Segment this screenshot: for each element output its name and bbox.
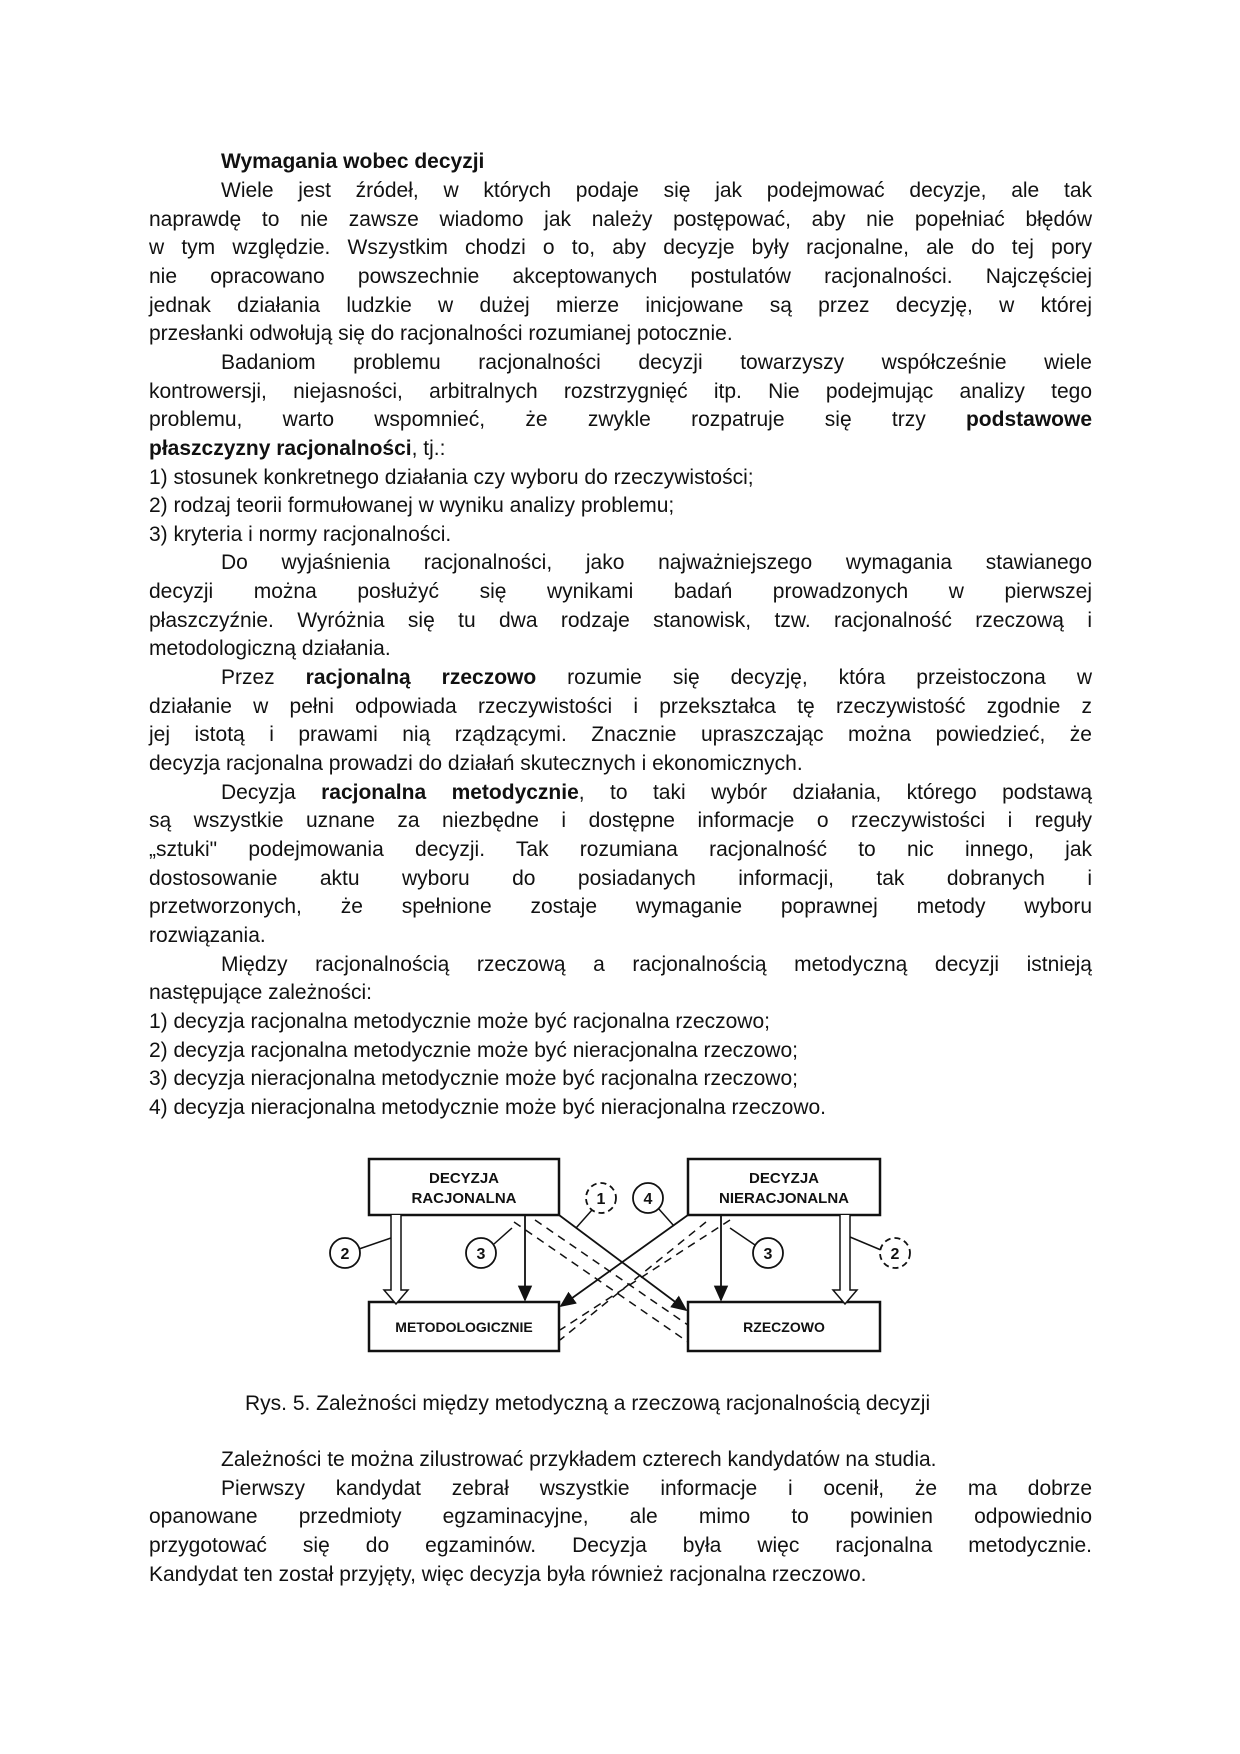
- text-segment: przygotować się do egzaminów. Decyzja była więc racjonalna metodycznie.: [149, 1533, 1092, 1557]
- text-segment: 1) stosunek konkretnego działania czy wyboru do rzeczywistości;: [149, 465, 754, 489]
- text-segment: Do wyjaśnienia racjonalności, jako najważniejszego wymagania stawianego: [221, 551, 1092, 575]
- text-segment: są wszystkie uznane za niezbędne i dostępne informacje o rzeczywistości i reguły: [149, 809, 1092, 833]
- text-line: [149, 1532, 1092, 1560]
- text-line: [149, 1561, 1092, 1589]
- dashed-diagonal-c: [560, 1222, 706, 1340]
- solid-diagonal-4: [561, 1215, 688, 1306]
- text-line: [221, 1446, 1092, 1474]
- marker-label: 2: [890, 1246, 900, 1263]
- marker-label: 4: [643, 1191, 653, 1208]
- box-label: RZECZOWO: [743, 1319, 825, 1335]
- marker-label: 2: [340, 1246, 350, 1263]
- bold-term: podstawowe: [965, 408, 1092, 432]
- text-segment: przesłanki odwołują się do racjonalności rozumianej potocznie.: [149, 322, 733, 346]
- text-segment: 3) decyzja nieracjonalna metodycznie może być racjonalna rzeczowo;: [149, 1067, 798, 1091]
- text-segment: nie opracowano powszechnie akceptowanych postulatów racjonalności. Najczęściej: [149, 264, 1092, 288]
- text-segment: Wiele jest źródeł, w których podaje się jak podejmować decyzje, ale tak: [221, 179, 1092, 202]
- text-segment: Przez: [221, 666, 306, 690]
- text-segment: , to taki wybór działania, którego podstawą: [578, 780, 1093, 804]
- text-segment: Decyzja: [221, 780, 322, 804]
- box-label: DECYZJA: [428, 1170, 500, 1187]
- text-segment: 3) kryteria i normy racjonalności.: [149, 522, 452, 546]
- text-line: [149, 1503, 1092, 1531]
- bold-term: racjonalna metodycznie: [321, 780, 579, 804]
- text-segment: następujące zależności:: [149, 981, 372, 1005]
- text-segment: decyzja racjonalna prowadzi do działań skutecznych i ekonomicznych.: [149, 752, 803, 775]
- hollow-arrow-left: [384, 1215, 408, 1304]
- section-title: Wymagania wobec decyzji: [221, 150, 485, 173]
- text-segment: 1) decyzja racjonalna metodycznie może być racjonalna rzeczowo;: [149, 1009, 770, 1033]
- marker-label: 3: [476, 1246, 486, 1263]
- text-segment: problemu, warto wspomnieć, że zwykle rozpatruje się trzy: [149, 408, 966, 432]
- text-line: [221, 1475, 1092, 1503]
- text-segment: Pierwszy kandydat zebrał wszystkie informacje i ocenił, że ma dobrze: [221, 1476, 1092, 1500]
- text-segment: w tym względzie. Wszystkim chodzi o to, aby decyzje były racjonalne, ale do tej pory: [149, 236, 1092, 260]
- text-segment: przetworzonych, że spełnione zostaje wymaganie poprawnej metody wyboru: [149, 895, 1092, 919]
- text-segment: jednak działania ludzkie w dużej mierze inicjowane są przez decyzję, w której: [149, 293, 1092, 317]
- text-segment: kontrowersji, niejasności, arbitralnych rozstrzygnięć itp. Nie podejmując analizy tego: [149, 379, 1092, 403]
- text-segment: 2) decyzja racjonalna metodycznie może być nieracjonalna rzeczowo;: [149, 1038, 798, 1062]
- text-segment: „sztuki" podejmowania decyzji. Tak rozumiana racjonalność to nic innego, jak: [149, 837, 1092, 861]
- text-segment: 2) rodzaj teorii formułowanej w wyniku analizy problemu;: [149, 494, 675, 518]
- box-label: METODOLOGICZNIE: [395, 1319, 533, 1335]
- text-segment: płaszczyźnie. Wyróżnia się tu dwa rodzaje stanowisk, tzw. racjonalność rzeczową i: [149, 608, 1092, 632]
- text-segment: Między racjonalnością rzeczową a racjonalnością metodyczną decyzji istnieją: [221, 952, 1092, 976]
- text-segment: rozumie się decyzję, która przeistoczona w: [536, 666, 1092, 690]
- text-segment: , tj.:: [411, 436, 446, 460]
- text-segment: dostosowanie aktu wyboru do posiadanych informacji, tak dobranych i: [149, 866, 1092, 890]
- text-segment: naprawdę to nie zawsze wiadomo jak należy postępować, aby nie popełniać błędów: [149, 207, 1092, 231]
- marker-label: 1: [596, 1191, 606, 1208]
- box-label: DECYZJA: [748, 1170, 820, 1187]
- text-segment: 4) decyzja nieracjonalna metodycznie może być nieracjonalna rzeczowo.: [149, 1095, 827, 1119]
- figure-caption: Rys. 5. Zależności między metodyczną a rzeczową racjonalnością decyzji: [245, 1392, 931, 1415]
- bold-term: płaszczyzny racjonalności: [149, 436, 412, 460]
- text-segment: Kandydat ten został przyjęty, więc decyzja była również racjonalna rzeczowo.: [149, 1562, 867, 1586]
- text-segment: rozwiązania.: [149, 923, 266, 947]
- text-segment: opanowane przedmioty egzaminacyjne, ale mimo to powinien odpowiednio: [149, 1505, 1092, 1529]
- text-segment: decyzji można posłużyć się wynikami badań prowadzonych w pierwszej: [149, 580, 1092, 604]
- marker-label: 3: [763, 1246, 773, 1263]
- text-segment: działanie w pełni odpowiada rzeczywistości i przekształca tę rzeczywistość zgodnie z: [149, 694, 1092, 718]
- text-segment: Zależności te można zilustrować przykładem czterech kandydatów na studia.: [221, 1448, 937, 1471]
- box-label: NIERACJONALNA: [718, 1190, 850, 1207]
- box-label: RACJONALNA: [411, 1190, 517, 1207]
- bold-term: racjonalną rzeczowo: [305, 666, 537, 690]
- hollow-arrow-right: [833, 1215, 857, 1304]
- text-segment: jej istotą i prawami nią rządzącymi. Znacznie upraszczając można powiedzieć, że: [149, 723, 1092, 747]
- text-segment: Badaniom problemu racjonalności decyzji towarzyszy współcześnie wiele: [221, 350, 1092, 374]
- text-segment: metodologiczną działania.: [149, 637, 391, 661]
